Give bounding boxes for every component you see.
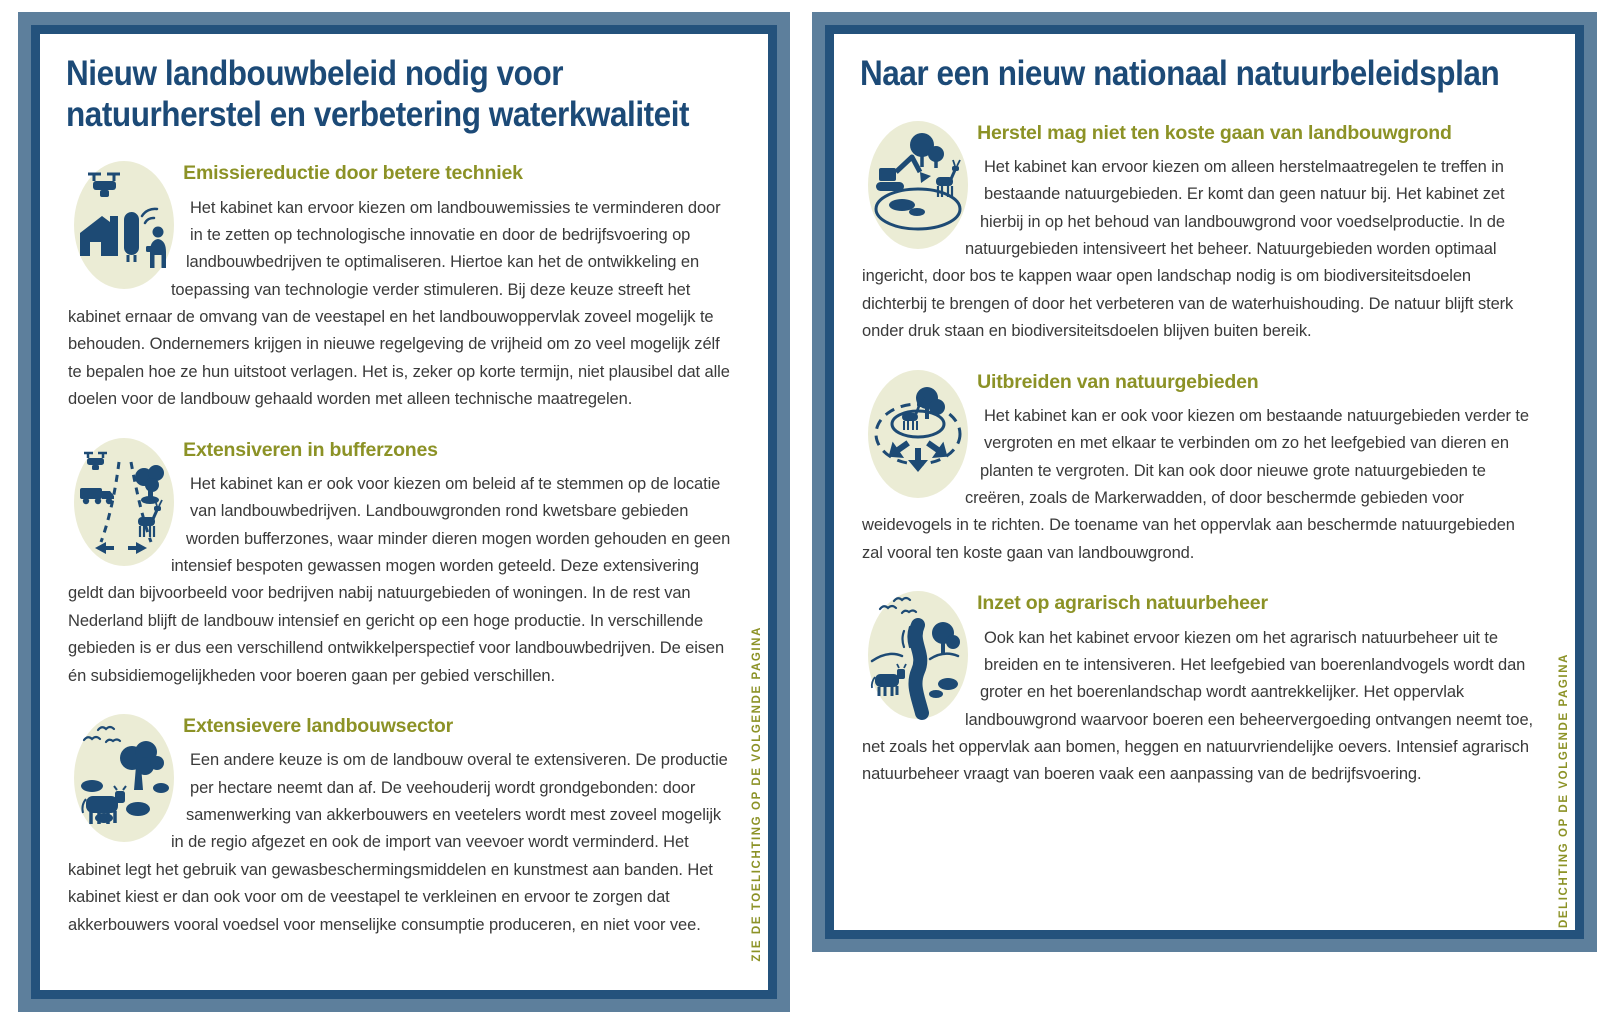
section-body: Het kabinet kan ervoor kiezen om landbouwemissies te verminderen door in te zetten op technologische innovatie en door de bedrijfsvoering op landbouwbedrijven te optimaliseren. Hiertoe kan het de ontwikkeling en toepassing van technologie verder stimuleren. Bij deze keuze streeft het kabinet ernaar de omvang van de veestapel en het landbouwoppervlak zoveel mogelijk te behouden. Ondernemers krijgen in nieuwe regelgeving de vrijheid om zo veel mogelijk zélf te bepalen hoe ze hun uitstoot verlagen. Het is, zeker op korte termijn, niet plausibel dat alle doelen voor de landbouw gehaald worden met alleen technische maatregelen. (68, 198, 730, 409)
section-extensievere-landbouw (62, 710, 732, 939)
section-emissiereductie (62, 157, 732, 413)
section-heading: Uitbreiden van natuurgebieden (977, 370, 1259, 393)
section-bufferzones (62, 434, 732, 690)
left-page-title: Nieuw landbouwbeleid nodig voor natuurherstel en verbetering waterkwaliteit (66, 54, 690, 134)
bufferzone-roads-icon (72, 436, 176, 568)
expand-nature-arrows-icon (866, 368, 970, 500)
left-page-content (40, 34, 768, 990)
section-heading: Emissiereductie door betere techniek (183, 162, 523, 185)
right-side-note: DELICHTING OP DE VOLGENDE PAGINA (1558, 652, 1570, 928)
section-heading: Herstel mag niet ten koste gaan van landbouwgrond (977, 121, 1452, 144)
section-heading: Extensiveren in bufferzones (183, 438, 438, 461)
left-page (31, 25, 777, 999)
section-body: Het kabinet kan ervoor kiezen om alleen herstelmaatregelen te treffen in bestaande natuurgebieden. Er komt dan geen natuur bij. Het kabinet zet hierbij in op het behoud van landbouwgrond voor voedselproductie. In de natuurgebieden intensiveert het beheer. Natuurgebieden worden optimaal ingericht, door bos te kappen waar open landschap nodig is om biodiversiteitsdoelen dichterbij te brengen of door het verbeteren van de waterhuishouding. De natuur blijft sterk onder druk staan en biodiversiteitsdoelen blijven buiten bereik. (862, 157, 1514, 341)
section-body: Het kabinet kan er ook voor kiezen om beleid af te stemmen op de locatie van landbouwbedrijven. Landbouwgronden rond kwetsbare gebieden worden bufferzones, waar minder dieren mogen worden gehouden en geen intensief bespoten gewassen mogen worden geteeld. Deze extensivering geldt dan bijvoorbeeld voor bedrijven nabij natuurgebieden of woningen. In de rest van Nederland blijft de landbouw intensief en gericht op een hoge productie. In verschillende gebieden is er dus een verschillend ontwikkelperspectief voor landbouwbedrijven. De eisen én subsidiemogelijkheden voor boeren gaan per gebied verschillen. (68, 474, 731, 685)
section-body: Het kabinet kan er ook voor kiezen om bestaande natuurgebieden verder te vergroten en met elkaar te verbinden om zo het leefgebied van dieren en planten te vergroten. Dit kan ook door nieuwe grote natuurgebieden te creëren, zoals de Markerwadden, of door beschermde gebieden voor weidevogels in te richten. De toename van het oppervlak aan beschermde natuurgebieden zal vooral ten koste gaan van landbouwgrond. (862, 406, 1529, 562)
right-page-frame (812, 12, 1597, 952)
section-herstel (856, 117, 1539, 346)
left-side-note: ZIE DE TOELICHTING OP DE VOLGENDE PAGINA (751, 626, 763, 962)
right-page-content (834, 34, 1575, 930)
section-heading: Inzet op agrarisch natuurbeheer (977, 592, 1268, 615)
section-body: Een andere keuze is om de landbouw overal te extensiveren. De productie per hectare neemt dan af. De veehouderij wordt grondgebonden: door samenwerking van akkerbouwers en veetelers wordt mest zoveel mogelijk in de regio afgezet en ook de import van veevoer wordt verminderd. Het kabinet legt het gebruik van gewasbeschermingsmiddelen en kunstmest aan banden. Het kabinet kiest er dan ook voor om de veestapel te verkleinen en ervoor te zorgen dat akkerbouwers vooral voedsel voor menselijke consumptie produceren, en niet voor vee. (68, 751, 728, 934)
right-page-title: Naar een nieuw nationaal natuurbeleidsplan (860, 54, 1500, 93)
section-uitbreiden (856, 366, 1539, 568)
excavator-nature-icon (866, 119, 970, 251)
section-heading: Extensievere landbouwsector (183, 714, 454, 737)
right-page (825, 25, 1584, 939)
drone-farm-icon (72, 159, 176, 291)
river-cow-nature-icon (866, 589, 970, 721)
section-agrarisch-natuurbeheer (856, 587, 1539, 789)
cow-landscape-icon (72, 712, 176, 844)
left-page-frame (18, 12, 790, 1012)
section-body: Ook kan het kabinet ervoor kiezen om het agrarisch natuurbeheer uit te breiden en te intensiveren. Het leefgebied van boerenlandvogels wordt dan groter en het boerenlandschap wordt aantrekkelijker. Het oppervlak landbouwgrond waarvoor boeren een beheervergoeding ontvangen neemt toe, net zoals het oppervlak aan bomen, heggen en natuurvriendelijke oevers. Intensief agrarisch natuurbeheer vraagt van boeren vaak een aanpassing van de bedrijfsvoering. (862, 628, 1534, 784)
